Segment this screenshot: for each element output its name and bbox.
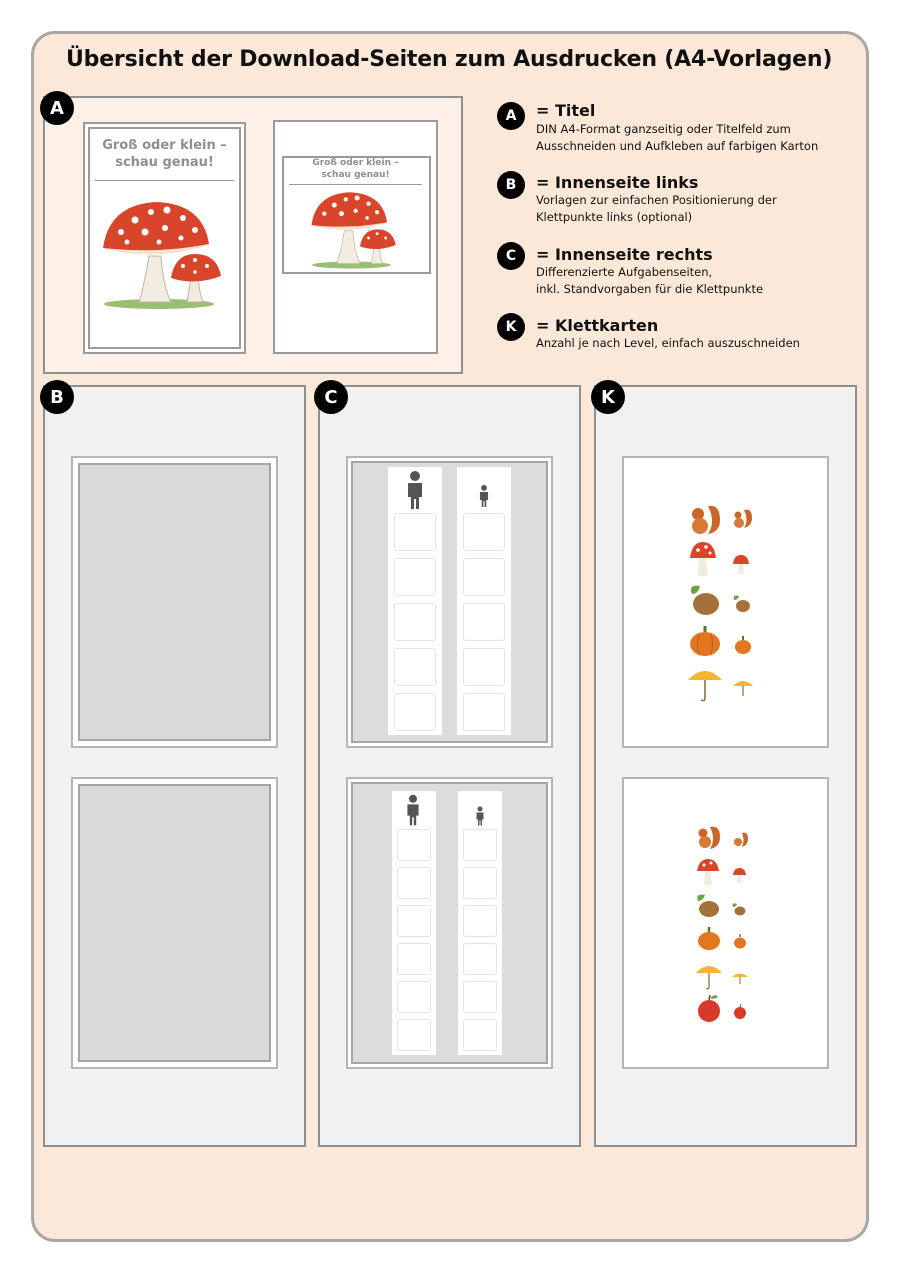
person-silhouette-icon [405,794,421,826]
card-sheet-2 [622,777,829,1069]
velcro-cards-grid-2 [694,823,758,1027]
title-card-line2: schau genau! [115,154,214,170]
person-silhouette-icon [478,485,490,507]
title-card-line1: Groß oder klein – [102,138,227,153]
walnut-icon [691,586,750,615]
umbrella-icon [696,966,748,989]
badge-a: A [40,91,74,125]
badge-k: K [591,380,625,414]
umbrella-icon [688,671,753,701]
legend-head-k: = Klettkarten [536,316,659,335]
task-page-1 [346,456,553,748]
left-page-2 [71,777,278,1069]
card-sheet-1 [622,456,829,748]
legend-head-c: = Innenseite rechts [536,245,713,264]
badge-c: C [314,380,348,414]
squirrel-icon [699,827,749,849]
legend-body-c: Differenzierte Aufgabenseiten, inkl. Standvorgaben für die Klettpunkte [536,265,764,296]
badge-b: B [40,380,74,414]
squirrel-icon [692,506,752,534]
fly-agaric-icon [305,188,405,270]
legend-badge-b: B [497,171,525,199]
fly-agaric-icon [697,859,746,885]
title-field-line1: Groß oder klein – [312,158,399,168]
velcro-cards-grid-1 [686,502,766,706]
fly-agaric-icon [690,542,749,576]
legend-body-k: Anzahl je nach Level, einfach auszuschneiden [536,336,800,350]
legend-badge-a: A [497,102,525,130]
fly-agaric-icon [99,196,229,311]
person-silhouette-icon [405,471,425,509]
legend-body-a: DIN A4-Format ganzseitig oder Titelfeld zum Ausschneiden und Aufkleben auf farbigen Karton [536,122,819,153]
person-silhouette-icon [475,806,485,826]
legend-body-b: Vorlagen zur einfachen Positionierung der Klettpunkte links (optional) [536,193,777,224]
apple-icon [698,995,746,1022]
title-sheet-cutout [273,120,438,354]
legend-head-b: = Innenseite links [536,173,699,192]
pumpkin-icon [690,626,751,656]
task-page-2 [346,777,553,1069]
title-sheet-full [83,122,246,354]
walnut-icon [697,895,745,917]
legend-badge-c: C [497,242,525,270]
page-title: Übersicht der Download-Seiten zum Ausdrucken (A4-Vorlagen) [66,47,833,72]
left-page-1 [71,456,278,748]
pumpkin-icon [698,927,746,950]
title-field-line2: schau genau! [321,169,390,180]
legend-badge-k: K [497,313,525,341]
legend-head-a: = Titel [536,101,596,120]
